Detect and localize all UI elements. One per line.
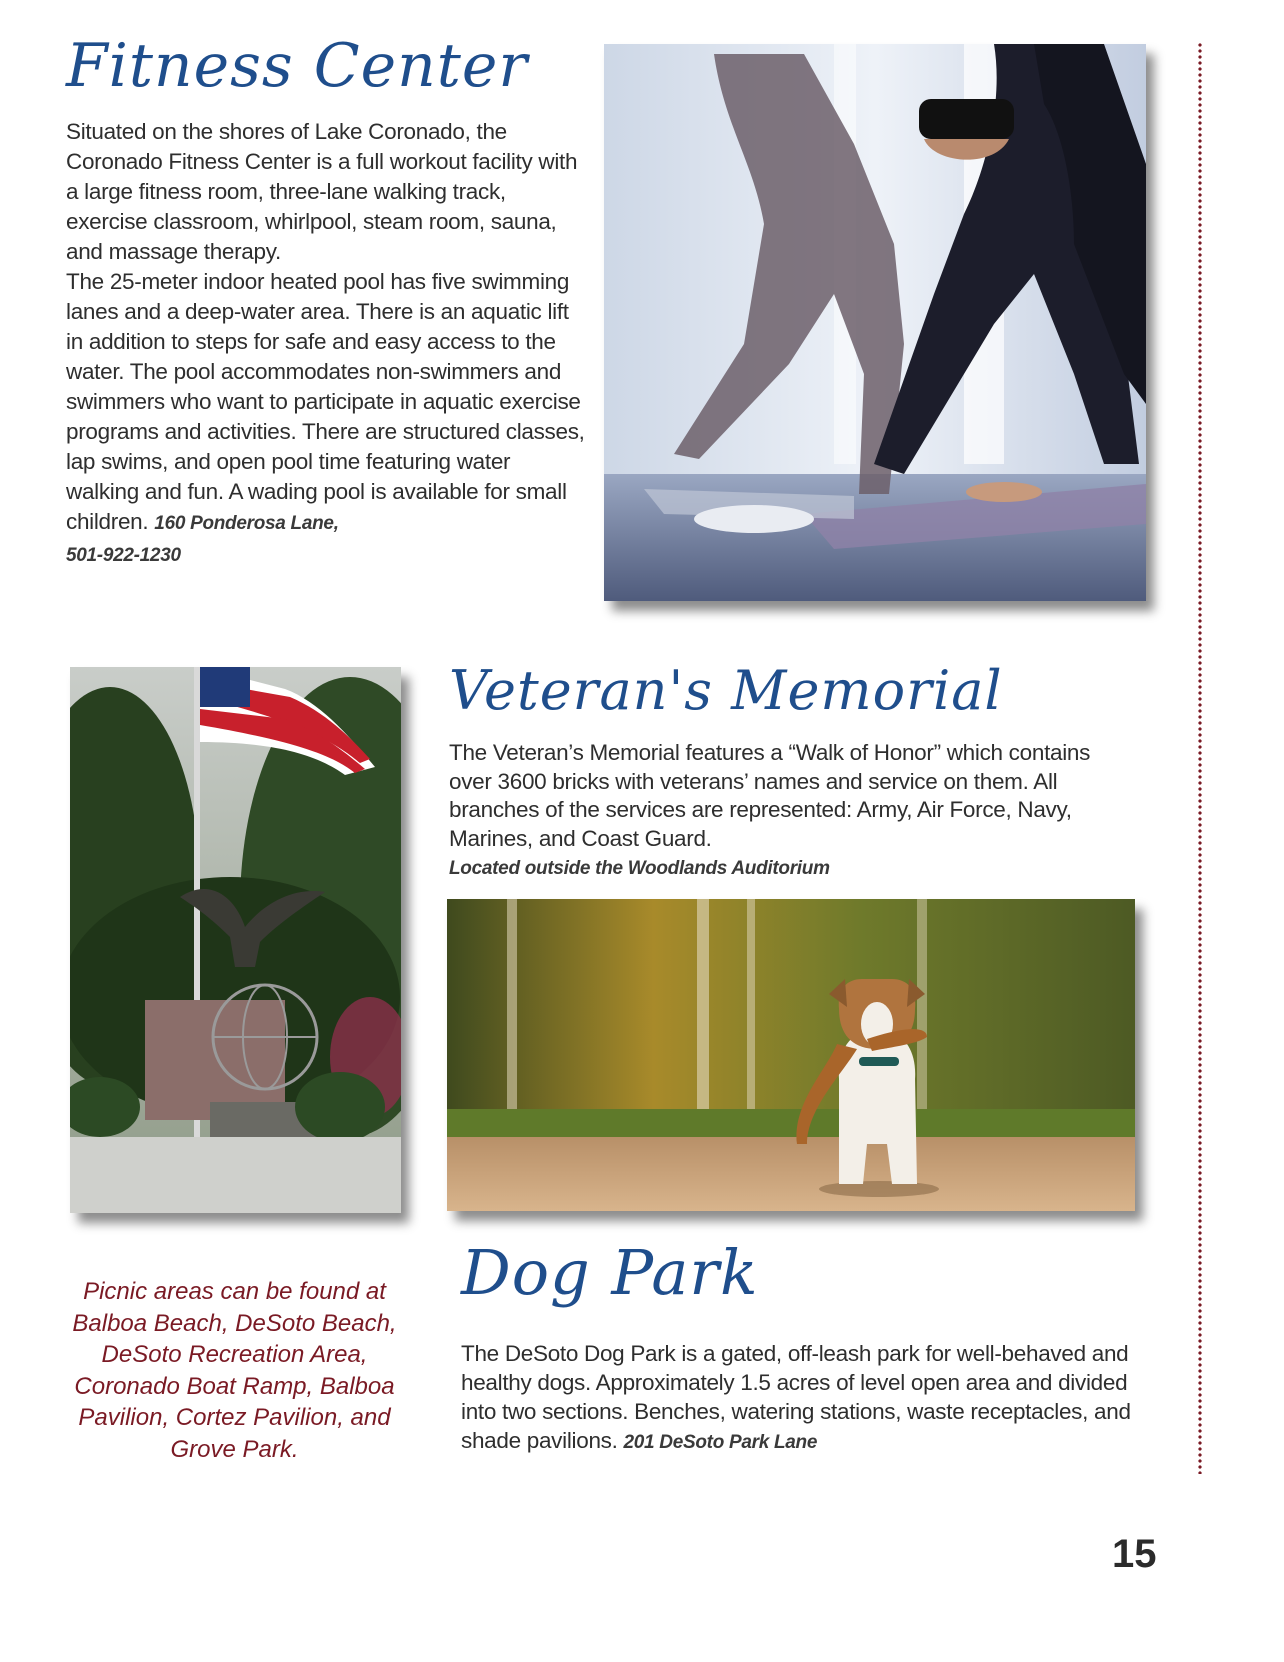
veterans-memorial-body: The Veteran’s Memorial features a “Walk of Honor” which contains over 3600 bricks with veterans’ names and service on them. All branches of the services are represented: Army, Air Force, Navy, Marines, and Coast Guard.	[449, 740, 1091, 851]
fitness-center-description	[66, 117, 586, 571]
veterans-memorial-description	[449, 739, 1129, 884]
page-number: 15	[1112, 1532, 1157, 1576]
picnic-areas-note: Picnic areas can be found at Balboa Beach, DeSoto Beach, DeSoto Recreation Area, Coronado Boat Ramp, Balboa Pavilion, Cortez Pavilion, and Grove Park.	[72, 1278, 397, 1463]
fitness-center-phone: 501-922-1230	[66, 545, 181, 566]
fitness-center-body: Situated on the shores of Lake Coronado, the Coronado Fitness Center is a full workout facility with a large fitness room, three-lane walking track, exercise classroom, whirlpool, steam room, sauna, and massage therapy. The 25-meter indoor heated pool has five swimming lanes and a deep-water area. There is an aquatic lift in addition to steps for safe and easy access to the water. The pool accommodates non-swimmers and swimmers who want to participate in aquatic exercise programs and activities. There are structured classes, lap swims, and open pool time featuring water walking and fun. A wading pool is available for small children.	[66, 119, 585, 534]
fitness-center-address: 160 Ponderosa Lane,	[154, 513, 339, 534]
dog-park-title: Dog Park	[461, 1236, 759, 1309]
veterans-memorial-title: Veteran's Memorial	[449, 659, 1003, 722]
veterans-memorial-photo	[70, 667, 401, 1213]
dog-park-photo	[447, 899, 1135, 1211]
yoga-class-photo	[604, 44, 1146, 601]
dog-park-body: The DeSoto Dog Park is a gated, off-leash park for well-behaved and healthy dogs. Approximately 1.5 acres of level open area and divided into two sections. Benches, watering stations, waste receptacles, and shade pavilions.	[461, 1341, 1131, 1453]
fitness-center-title: Fitness Center	[66, 31, 529, 101]
veterans-memorial-location: Located outside the Woodlands Auditorium	[449, 858, 830, 879]
dog-park-description	[461, 1339, 1161, 1457]
dog-park-address: 201 DeSoto Park Lane	[623, 1432, 818, 1453]
dotted-divider	[1198, 42, 1202, 1474]
